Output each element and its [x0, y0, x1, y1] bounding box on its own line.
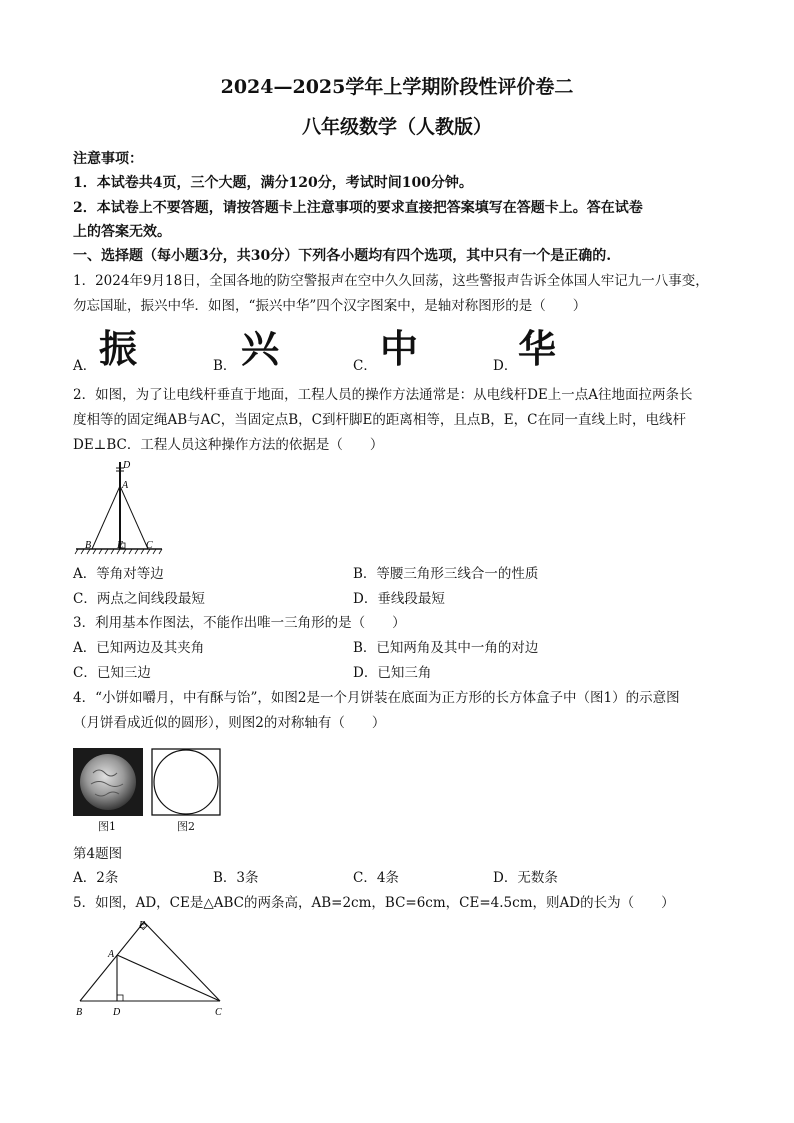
q1-option-d-char: 华	[518, 327, 557, 371]
q5-label-c: C	[215, 1007, 222, 1018]
q1-option-c-label: C．	[353, 358, 377, 374]
q1-option-d-label: D．	[493, 358, 518, 374]
q5-label-e: E	[139, 920, 146, 931]
exam-subtitle: 八年级数学（人教版）	[301, 116, 492, 138]
q3-option-b: B．已知两角及其中一角的对边	[353, 640, 539, 656]
q2-label-c: C	[146, 540, 153, 551]
q4-option-c: C．4条	[353, 870, 399, 886]
section-1-heading: 一、选择题（每小题3分，共30分）下列各小题均有四个选项，其中只有一个是正确的.	[73, 248, 612, 264]
q4-fig1-caption: 图1	[98, 820, 116, 833]
exam-title: 2024—2025学年上学期阶段性评价卷二	[220, 76, 574, 98]
q2-option-d: D．垂线段最短	[353, 591, 445, 607]
note-2-line-2: 上的答案无效。	[73, 224, 171, 240]
q5-triangle-diagram	[73, 918, 233, 1023]
q1-option-b-char: 兴	[241, 327, 280, 371]
q1-option-a-char: 振	[99, 327, 138, 371]
q3-option-a: A．已知两边及其夹角	[73, 640, 205, 656]
q4-option-a: A．2条	[73, 870, 119, 886]
q5-label-b: B	[76, 1007, 83, 1018]
q2-option-c: C．两点之间线段最短	[73, 591, 205, 607]
notes-heading: 注意事项：	[73, 151, 143, 167]
note-1: 1．本试卷共4页，三个大题，满分120分，考试时间100分钟。	[73, 175, 473, 191]
q5-label-a: A	[108, 949, 115, 960]
q3-option-d: D．已知三角	[353, 665, 432, 681]
q4-option-d: D．无数条	[493, 870, 558, 886]
q2-label-e: E	[117, 540, 124, 551]
q2-line-1: 2．如图，为了让电线杆垂直于地面，工程人员的操作方法通常是：从电线杆DE上一点A往地面拉两条长	[73, 387, 693, 403]
q5-line-1: 5．如图，AD，CE是△ABC的两条高，AB=2cm，BC=6cm，CE=4.5cm，则AD的长为（ ）	[73, 895, 675, 911]
q2-line-3: DE⊥BC．工程人员这种操作方法的依据是（ ）	[73, 437, 384, 453]
q4-line-2: （月饼看成近似的圆形），则图2的对称轴有（ ）	[73, 715, 386, 731]
q3-option-c: C．已知三边	[73, 665, 151, 681]
q4-box-diagram	[151, 748, 221, 816]
q3-line-1: 3．利用基本作图法，不能作出唯一三角形的是（ ）	[73, 615, 406, 631]
q2-pole-diagram	[76, 460, 166, 556]
q1-option-b-label: B．	[213, 358, 237, 374]
q2-label-b: B	[85, 540, 92, 551]
q4-figure-caption: 第4题图	[73, 846, 123, 862]
q1-option-c-char: 中	[380, 327, 419, 371]
q1-line-2: 勿忘国耻，振兴中华．如图，“振兴中华”四个汉字图案中，是轴对称图形的是（ ）	[73, 298, 587, 314]
q1-option-a-label: A．	[73, 358, 97, 374]
q1-line-1: 1．2024年9月18日，全国各地的防空警报声在空中久久回荡，这些警报声告诉全体国人牢记九一八事变，	[73, 273, 709, 289]
q4-fig2-caption: 图2	[177, 820, 195, 833]
q2-label-d: D	[123, 460, 131, 471]
q2-option-b: B．等腰三角形三线合一的性质	[353, 566, 539, 582]
q2-label-a: A	[122, 480, 129, 491]
mooncake-photo	[73, 748, 143, 816]
q2-option-a: A．等角对等边	[73, 566, 164, 582]
q5-label-d: D	[113, 1007, 121, 1018]
q2-line-2: 度相等的固定绳AB与AC，当固定点B，C到杆脚E的距离相等，且点B，E，C在同一直线上时，电线杆	[73, 412, 686, 428]
note-2-line-1: 2．本试卷上不要答题，请按答题卡上注意事项的要求直接把答案填写在答题卡上。答在试卷	[73, 200, 643, 216]
q4-line-1: 4．“小饼如嚼月，中有酥与饴”，如图2是一个月饼装在底面为正方形的长方体盒子中（图1）的示意图	[73, 690, 680, 706]
q4-option-b: B．3条	[213, 870, 259, 886]
